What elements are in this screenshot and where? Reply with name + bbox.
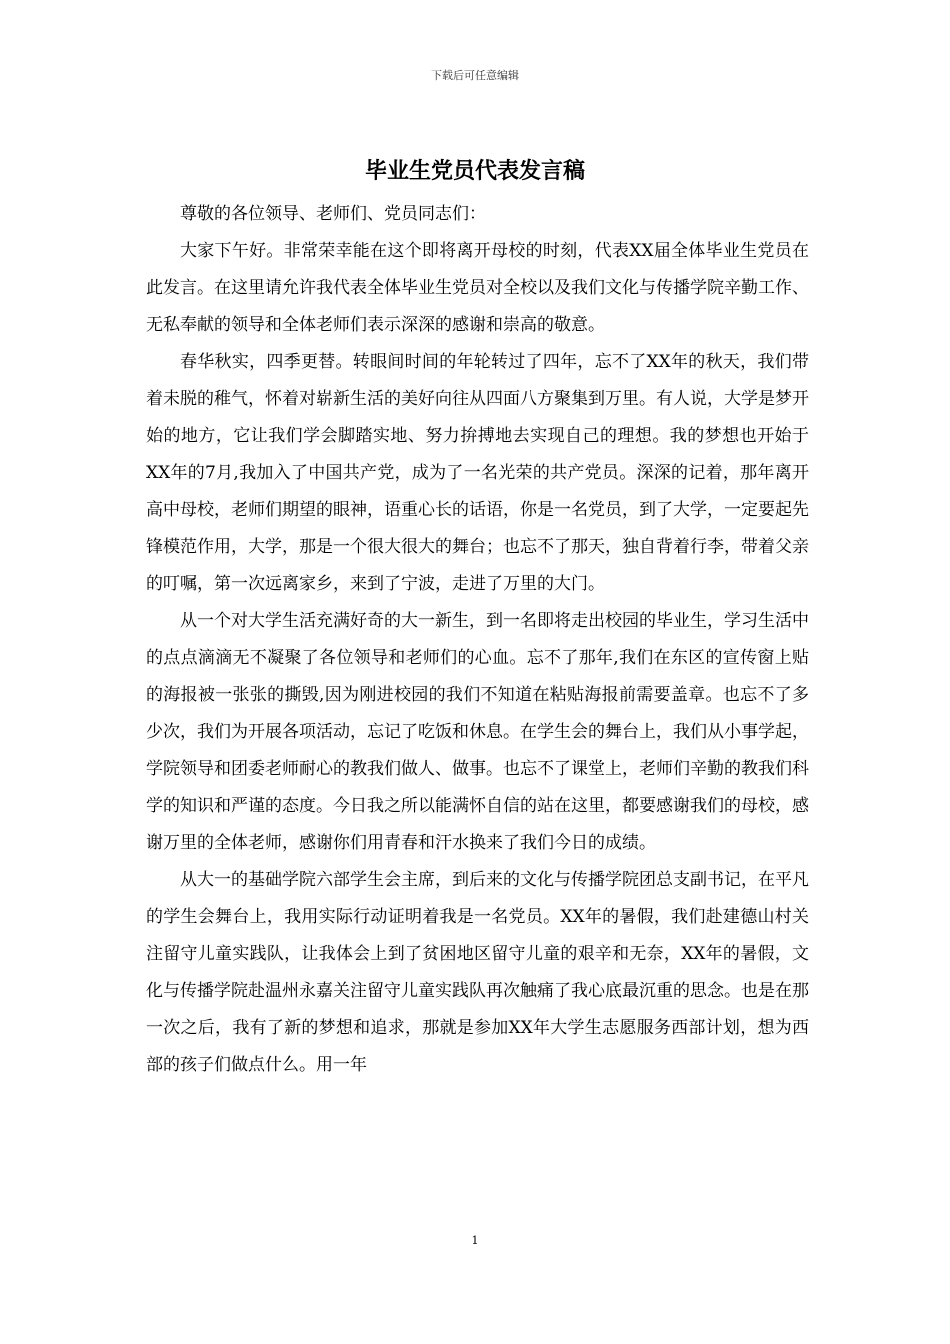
body-paragraph: 春华秋实，四季更替。转眼间时间的年轮转过了四年，忘不了XX年的秋天，我们带着未脱的稚气，怀着对崭新生活的美好向往从四面八方聚集到万里。有人说，大学是梦开始的地方，它让我们学会脚踏实地、努力拚搏地去实现自己的理想。我的梦想也开始于XX年的7月,我加入了中国共产党，成为了一名光荣的共产党员。深深的记着，那年离开高中母校，老师们期望的眼神，语重心长的话语，你是一名党员，到了大学，一定要起先锋模范作用，大学，那是一个很大很大的舞台；也忘不了那天，独自背着行李，带着父亲的叮嘱，第一次远离家乡，来到了宁波，走进了万里的大门。 [146, 352, 809, 594]
body-paragraph: 大家下午好。非常荣幸能在这个即将离开母校的时刻，代表XX届全体毕业生党员在此发言。在这里请允许我代表全体毕业生党员对全校以及我们文化与传播学院辛勤工作、无私奉献的领导和全体老师们表示深深的感谢和崇高的敬意。 [146, 241, 809, 335]
header-note: 下载后可任意编辑 [431, 69, 519, 82]
body-paragraph: 从一个对大学生活充满好奇的大一新生，到一名即将走出校园的毕业生，学习生活中的点点滴滴无不凝聚了各位领导和老师们的心血。忘不了那年,我们在东区的宣传窗上贴的海报被一张张的撕毁,因为刚进校园的我们不知道在粘贴海报前需要盖章。也忘不了多少次，我们为开展各项活动，忘记了吃饭和休息。在学生会的舞台上，我们从小事学起，学院领导和团委老师耐心的教我们做人、做事。也忘不了课堂上，老师们辛勤的教我们科学的知识和严谨的态度。今日我之所以能满怀自信的站在这里，都要感谢我们的母校，感谢万里的全体老师，感谢你们用青春和汗水换来了我们今日的成绩。 [146, 611, 809, 853]
page-number: 1 [471, 1234, 479, 1247]
document-body [146, 196, 809, 1084]
body-paragraph: 从大一的基础学院六部学生会主席，到后来的文化与传播学院团总支副书记，在平凡的学生会舞台上，我用实际行动证明着我是一名党员。XX年的暑假，我们赴建德山村关注留守儿童实践队，让我体会上到了贫困地区留守儿童的艰辛和无奈，XX年的暑假，文化与传播学院赴温州永嘉关注留守儿童实践队再次触痛了我心底最沉重的思念。也是在那一次之后，我有了新的梦想和追求，那就是参加XX年大学生志愿服务西部计划，想为西部的孩子们做点什么。用一年 [146, 870, 809, 1075]
document-title: 毕业生党员代表发言稿 [364, 158, 585, 184]
salutation-paragraph: 尊敬的各位领导、老师们、党员同志们： [180, 204, 486, 224]
